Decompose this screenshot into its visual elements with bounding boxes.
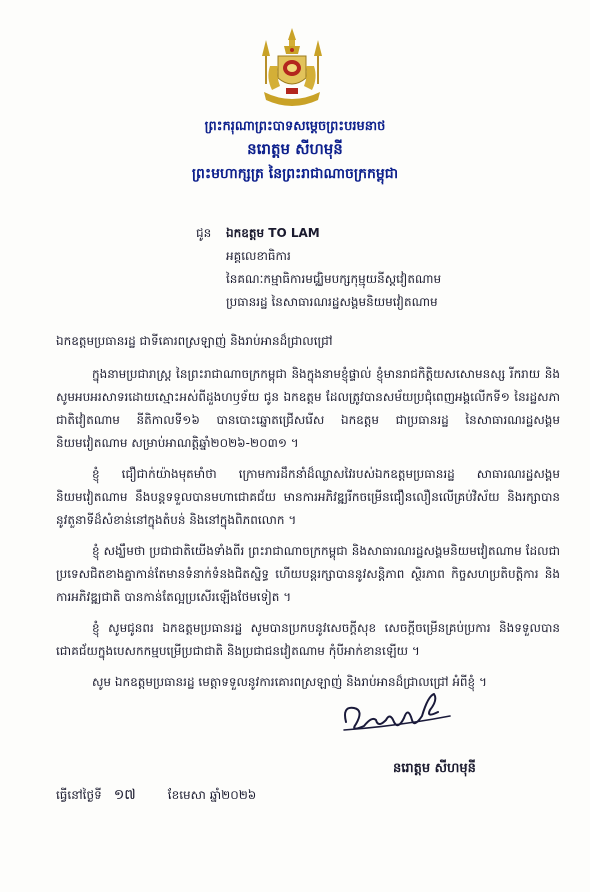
body-paragraph: ខ្ញុំ សង្ឃឹមថា ប្រជាជាតិយើងទាំងពីរ ព្រះរាជាណាចក្រកម្ពុជា និងសាធារណរដ្ឋសង្គមនិយមវៀតណាម ដែលជាប្រទេសជិតខាងគ្នាកាន់តែមានទំនាក់ទំនងជិតស្និទ្ធ ហើយបន្តរក្សាបាននូវសន្តិភាព ស្ថិរភាព កិច្ចសហប្រតិបត្តិការ និងការអភិវឌ្ឍជាតិ បានកាន់តែល្អប្រសើរឡើងថែមទៀត ។ [56, 544, 560, 604]
handwritten-signature-icon [338, 676, 458, 736]
body-paragraph: ខ្ញុំ ជឿជាក់យ៉ាងមុតមាំថា ក្រោមការដឹកនាំដ៏ឈ្លាសវៃរបស់ឯកឧត្តមប្រធានរដ្ឋ សាធារណរដ្ឋសង្គមនិយមវៀតណាម នឹងបន្តទទួលបានមហាជោគជ័យ មានការអភិវឌ្ឍរីកចម្រើនជឿនលឿនលើគ្រប់វិស័យ និងរក្សាបាននូវតួនាទីដ៏សំខាន់នៅក្នុងតំបន់ និងនៅក្នុងពិភពលោក ។ [56, 467, 560, 527]
body-paragraph: សូម ឯកឧត្តមប្រធានរដ្ឋ មេត្តាទទួលនូវការគោរពស្រឡាញ់ និងរាប់អានដ៏ជ្រាលជ្រៅ អំពីខ្ញុំ ។ [92, 675, 487, 689]
recipient-title-line: អគ្គលេខាធិការ [226, 249, 291, 263]
royal-emblem-icon [256, 26, 328, 110]
recipient-name: ឯកឧត្តម TO LAM [226, 226, 320, 240]
letter-body [56, 330, 560, 702]
date-day: ១៧ [113, 787, 136, 803]
recipient-title-line: ប្រធានរដ្ឋ នៃសាធារណរដ្ឋសង្គមនិយមវៀតណាម [226, 295, 438, 309]
date-prefix: ធ្វើនៅថ្ងៃទី [56, 788, 102, 802]
recipient-to-label: ជូន [196, 226, 212, 240]
body-paragraph: ក្នុងនាមប្រជារាស្ត្រ នៃព្រះរាជាណាចក្រកម្ពុជា និងក្នុងនាមខ្ញុំផ្ទាល់ ខ្ញុំមានរាជកិត្តិយសសោមនស្ស រីករាយ និងសូមអបអរសាទរដោយស្មោះអស់ពីដួងហឫទ័យ ជូន ឯកឧត្តម ដែលត្រូវបានសម័យប្រជុំពេញអង្គលើកទី១ នៃរដ្ឋសភាជាតិវៀតណាម នីតិកាលទី១៦ បានបោះឆ្នោតជ្រើសរើស ឯកឧត្តម ជាប្រធានរដ្ឋ នៃសាធារណរដ្ឋសង្គមនិយមវៀតណាម សម្រាប់អាណត្តិឆ្នាំ២០២៦-២០៣១ ។ [56, 367, 560, 450]
date-line [56, 785, 256, 806]
date-month-year: ខែមេសា ឆ្នាំ២០២៦ [167, 788, 257, 802]
body-paragraph: ខ្ញុំ សូមជូនពរ ឯកឧត្តមប្រធានរដ្ឋ សូមបានប្រកបនូវសេចក្តីសុខ សេចក្តីចម្រើនគ្រប់ប្រការ និងទទួលបានជោគជ័យក្នុងបេសកកម្មបម្រើប្រជាជាតិ និងប្រជាជនវៀតណាម កុំបីអាក់ខានឡើយ ។ [56, 621, 560, 658]
header-king-name: នរោត្តម សីហមុនី [247, 140, 343, 158]
signatory-name: នរោត្តម សីហមុនី [393, 761, 476, 776]
recipient-block [196, 222, 576, 314]
recipient-title-line: នៃគណៈកម្មាធិការមជ្ឈិមបក្សកុម្មុយនីស្តវៀតណាម [226, 272, 442, 286]
header-royal-title: ព្រះករុណាព្រះបាទសម្តេចព្រះបរមនាថ [204, 119, 386, 134]
signature-area [338, 676, 498, 766]
header-king-role: ព្រះមហាក្សត្រ នៃព្រះរាជាណាចក្រកម្ពុជា [191, 166, 399, 182]
salutation: ឯកឧត្តមប្រធានរដ្ឋ ជាទីគោរពស្រឡាញ់ និងរាប់អានដ៏ជ្រាលជ្រៅ [56, 334, 333, 348]
